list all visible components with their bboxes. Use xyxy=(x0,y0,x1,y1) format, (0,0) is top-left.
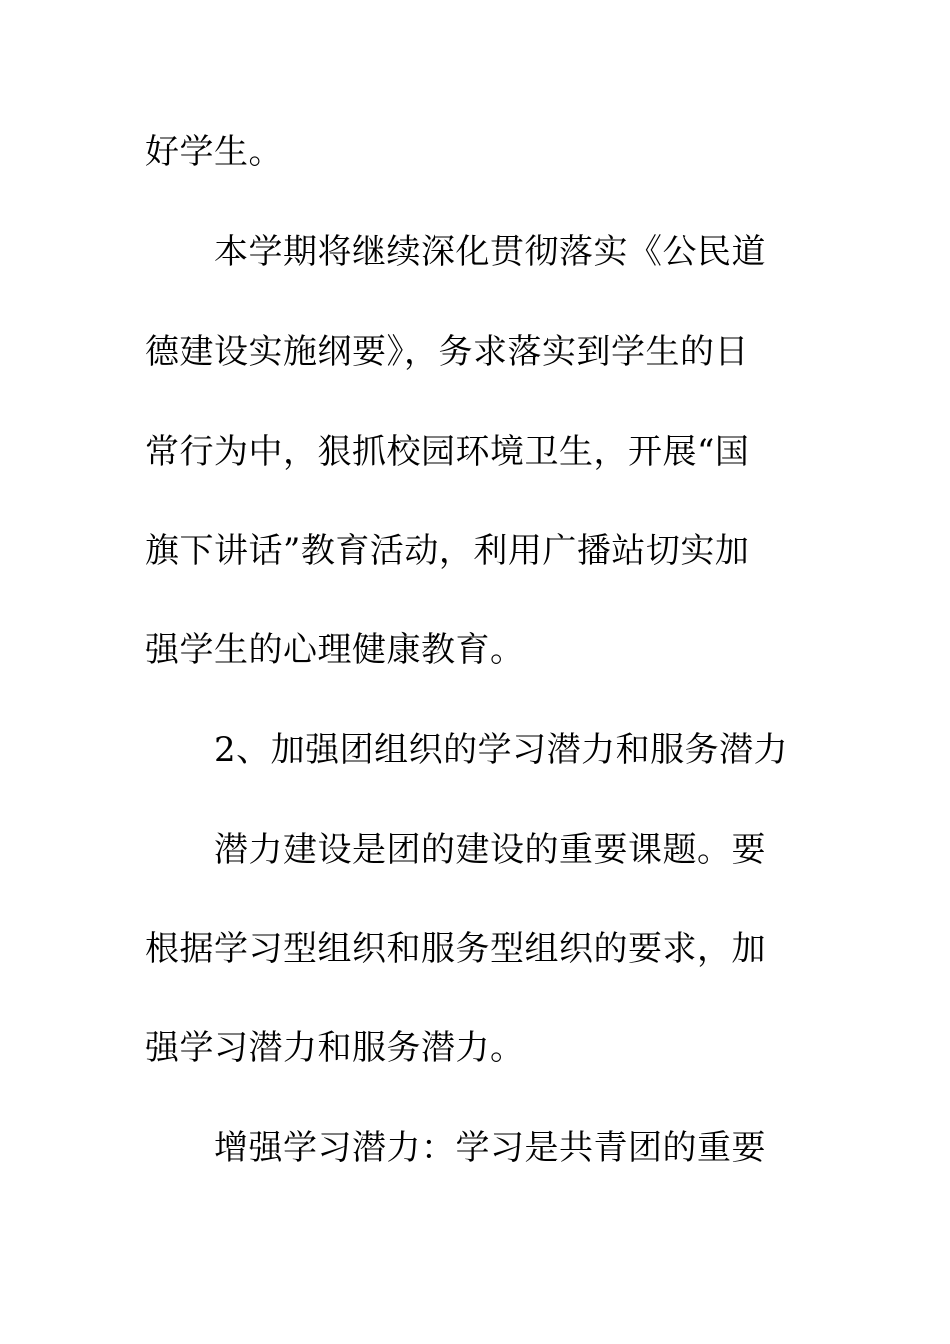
text-line: 常行为中，狠抓校园环境卫生，开展“国 xyxy=(145,432,750,472)
text-line: 好学生。 xyxy=(145,132,283,172)
section-heading-line: 2、加强团组织的学习潜力和服务潜力 xyxy=(214,730,789,770)
text-line: 根据学习型组织和服务型组织的要求，加 xyxy=(145,929,766,969)
paragraph-start-line: 本学期将继续深化贯彻落实《公民道 xyxy=(214,232,766,272)
paragraph-start-line: 增强学习潜力：学习是共青团的重要 xyxy=(214,1128,766,1168)
text-line: 强学生的心理健康教育。 xyxy=(145,630,525,670)
paragraph-start-line: 潜力建设是团的建设的重要课题。要 xyxy=(214,830,766,870)
text-line: 旗下讲话”教育活动，利用广播站切实加 xyxy=(145,531,750,571)
text-line: 强学习潜力和服务潜力。 xyxy=(145,1028,525,1068)
text-line: 德建设实施纲要》，务求落实到学生的日 xyxy=(145,332,749,372)
